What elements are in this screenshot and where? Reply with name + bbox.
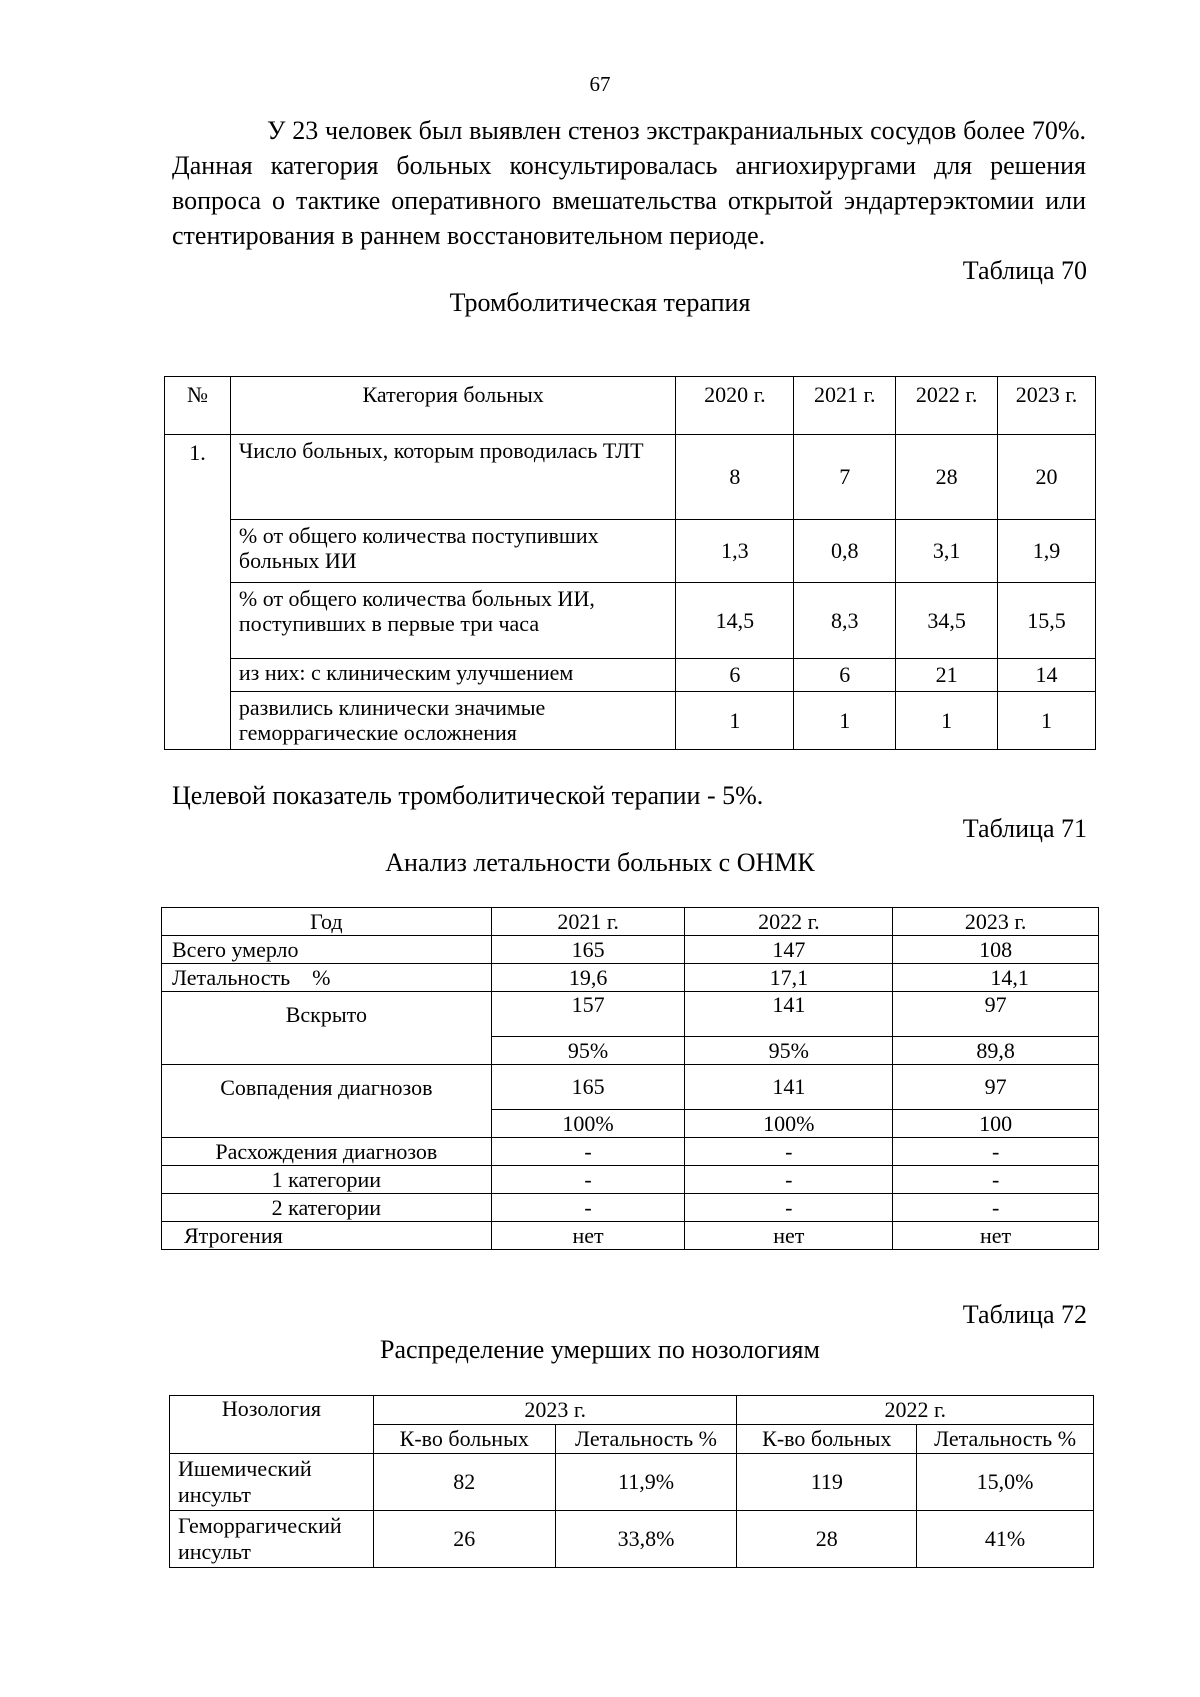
value-cell: 6: [794, 659, 896, 692]
category-cell: из них: с клиническим улучшением: [230, 659, 676, 692]
value-cell: 82: [373, 1454, 555, 1511]
table-row: [162, 936, 1099, 964]
row-label: Вскрыто: [162, 992, 492, 1065]
table-72-title: Распределение умерших по нозологиям: [380, 1335, 820, 1364]
row-label: Ишемический инсульт: [170, 1454, 374, 1511]
value-cell: 7: [794, 435, 896, 520]
value-cell: 95%: [685, 1037, 893, 1065]
value-cell: 157: [491, 992, 685, 1037]
value-cell: 34,5: [896, 583, 998, 659]
value-cell: 17,1: [685, 964, 893, 992]
value-cell: -: [893, 1194, 1099, 1222]
category-cell: % от общего количества больных ИИ, поступивших в первые три часа: [230, 583, 676, 659]
header-nosology: Нозология: [170, 1396, 374, 1454]
value-cell: нет: [491, 1222, 685, 1250]
value-cell: 19,6: [491, 964, 685, 992]
value-cell: 6: [676, 659, 794, 692]
table-row: [162, 1222, 1099, 1250]
value-cell: -: [893, 1166, 1099, 1194]
table-row: [162, 992, 1099, 1037]
table-row: [165, 583, 1096, 659]
value-cell: -: [893, 1138, 1099, 1166]
header-2022: 2022 г.: [896, 377, 998, 435]
subheader-patients: К-во больных: [737, 1425, 917, 1454]
value-cell: 8: [676, 435, 794, 520]
target-indicator-note: Целевой показатель тромболитической терапии - 5%.: [172, 781, 764, 810]
thrombolysis-table: [164, 376, 1096, 750]
value-cell: 41%: [917, 1511, 1094, 1568]
header-2023: 2023 г.: [893, 908, 1099, 936]
value-cell: 1: [896, 692, 998, 750]
value-cell: 14: [998, 659, 1096, 692]
table-72-label: Таблица 72: [962, 1300, 1087, 1329]
header-year: Год: [162, 908, 492, 936]
table-70-title: Тромболитическая терапия: [449, 288, 751, 317]
value-cell: 97: [893, 1065, 1099, 1110]
table-row: [165, 659, 1096, 692]
value-cell: 11,9%: [555, 1454, 737, 1511]
value-cell: 20: [998, 435, 1096, 520]
value-cell: 141: [685, 992, 893, 1037]
row-label: Летальность %: [162, 964, 492, 992]
row-label: 1 категории: [162, 1166, 492, 1194]
value-cell: 8,3: [794, 583, 896, 659]
mortality-analysis-table: [161, 907, 1099, 1250]
value-cell: 28: [896, 435, 998, 520]
value-cell: 89,8: [893, 1037, 1099, 1065]
value-cell: 1,9: [998, 520, 1096, 583]
value-cell: -: [491, 1166, 685, 1194]
value-cell: 3,1: [896, 520, 998, 583]
subheader-mortality: Летальность %: [555, 1425, 737, 1454]
value-cell: 97: [893, 992, 1099, 1037]
value-cell: 100%: [491, 1110, 685, 1138]
value-cell: 108: [893, 936, 1099, 964]
table-header-row: [165, 377, 1096, 435]
row-index: 1.: [165, 435, 231, 520]
table-row: [170, 1511, 1094, 1568]
value-cell: 100: [893, 1110, 1099, 1138]
header-2020: 2020 г.: [676, 377, 794, 435]
subheader-mortality: Летальность %: [917, 1425, 1094, 1454]
category-cell: развились клинически значимые геморрагические осложнения: [230, 692, 676, 750]
row-label: Ятрогения: [162, 1222, 492, 1250]
nosology-distribution-table: [169, 1395, 1094, 1568]
header-2022: 2022 г.: [685, 908, 893, 936]
value-cell: 0,8: [794, 520, 896, 583]
value-cell: 1: [998, 692, 1096, 750]
value-cell: 100%: [685, 1110, 893, 1138]
page-number: 67: [589, 72, 611, 96]
value-cell: 141: [685, 1065, 893, 1110]
value-cell: 165: [491, 1065, 685, 1110]
value-cell: 15,5: [998, 583, 1096, 659]
header-number: №: [165, 377, 231, 435]
value-cell: 165: [491, 936, 685, 964]
value-cell: 33,8%: [555, 1511, 737, 1568]
row-label: Совпадения диагнозов: [162, 1065, 492, 1138]
value-cell: 147: [685, 936, 893, 964]
table-row: [162, 1138, 1099, 1166]
header-2021: 2021 г.: [491, 908, 685, 936]
value-cell: 26: [373, 1511, 555, 1568]
table-row: [162, 1065, 1099, 1110]
table-row: [165, 435, 1096, 520]
table-row: [162, 1194, 1099, 1222]
row-label: 2 категории: [162, 1194, 492, 1222]
header-category: Категория больных: [230, 377, 676, 435]
table-header-row: [170, 1396, 1094, 1425]
value-cell: нет: [893, 1222, 1099, 1250]
row-label: Геморрагический инсульт: [170, 1511, 374, 1568]
value-cell: -: [491, 1194, 685, 1222]
value-cell: -: [685, 1194, 893, 1222]
table-71-title: Анализ летальности больных с ОНМК: [385, 848, 815, 877]
value-cell: 15,0%: [917, 1454, 1094, 1511]
value-cell: 1: [676, 692, 794, 750]
table-row: [165, 520, 1096, 583]
intro-paragraph: У 23 человек был выявлен стеноз экстракраниальных сосудов более 70%. Данная категория больных консультировалась ангиохирургами для решения вопроса о тактике оперативного вмешательства открытой эндартерэктомии или стентирования в раннем восстановительном периоде.: [172, 116, 1086, 250]
header-2023: 2023 г.: [998, 377, 1096, 435]
value-cell: 14,5: [676, 583, 794, 659]
row-label: Расхождения диагнозов: [162, 1138, 492, 1166]
category-cell: Число больных, которым проводилась ТЛТ: [230, 435, 676, 520]
value-cell: 95%: [491, 1037, 685, 1065]
value-cell: 1,3: [676, 520, 794, 583]
table-row: [170, 1454, 1094, 1511]
value-cell: -: [685, 1166, 893, 1194]
header-2021: 2021 г.: [794, 377, 896, 435]
table-row: [162, 1166, 1099, 1194]
value-cell: 119: [737, 1454, 917, 1511]
table-row: [165, 692, 1096, 750]
value-cell: 21: [896, 659, 998, 692]
table-row: [162, 964, 1099, 992]
value-cell: -: [685, 1138, 893, 1166]
header-year-2022: 2022 г.: [737, 1396, 1094, 1425]
table-header-row: [162, 908, 1099, 936]
value-cell: нет: [685, 1222, 893, 1250]
header-year-2023: 2023 г.: [373, 1396, 737, 1425]
table-71-label: Таблица 71: [962, 814, 1087, 843]
value-cell: 14,1: [893, 964, 1099, 992]
value-cell: 1: [794, 692, 896, 750]
row-label: Всего умерло: [162, 936, 492, 964]
category-cell: % от общего количества поступивших больных ИИ: [230, 520, 676, 583]
subheader-patients: К-во больных: [373, 1425, 555, 1454]
table-70-label: Таблица 70: [962, 256, 1087, 285]
value-cell: -: [491, 1138, 685, 1166]
value-cell: 28: [737, 1511, 917, 1568]
